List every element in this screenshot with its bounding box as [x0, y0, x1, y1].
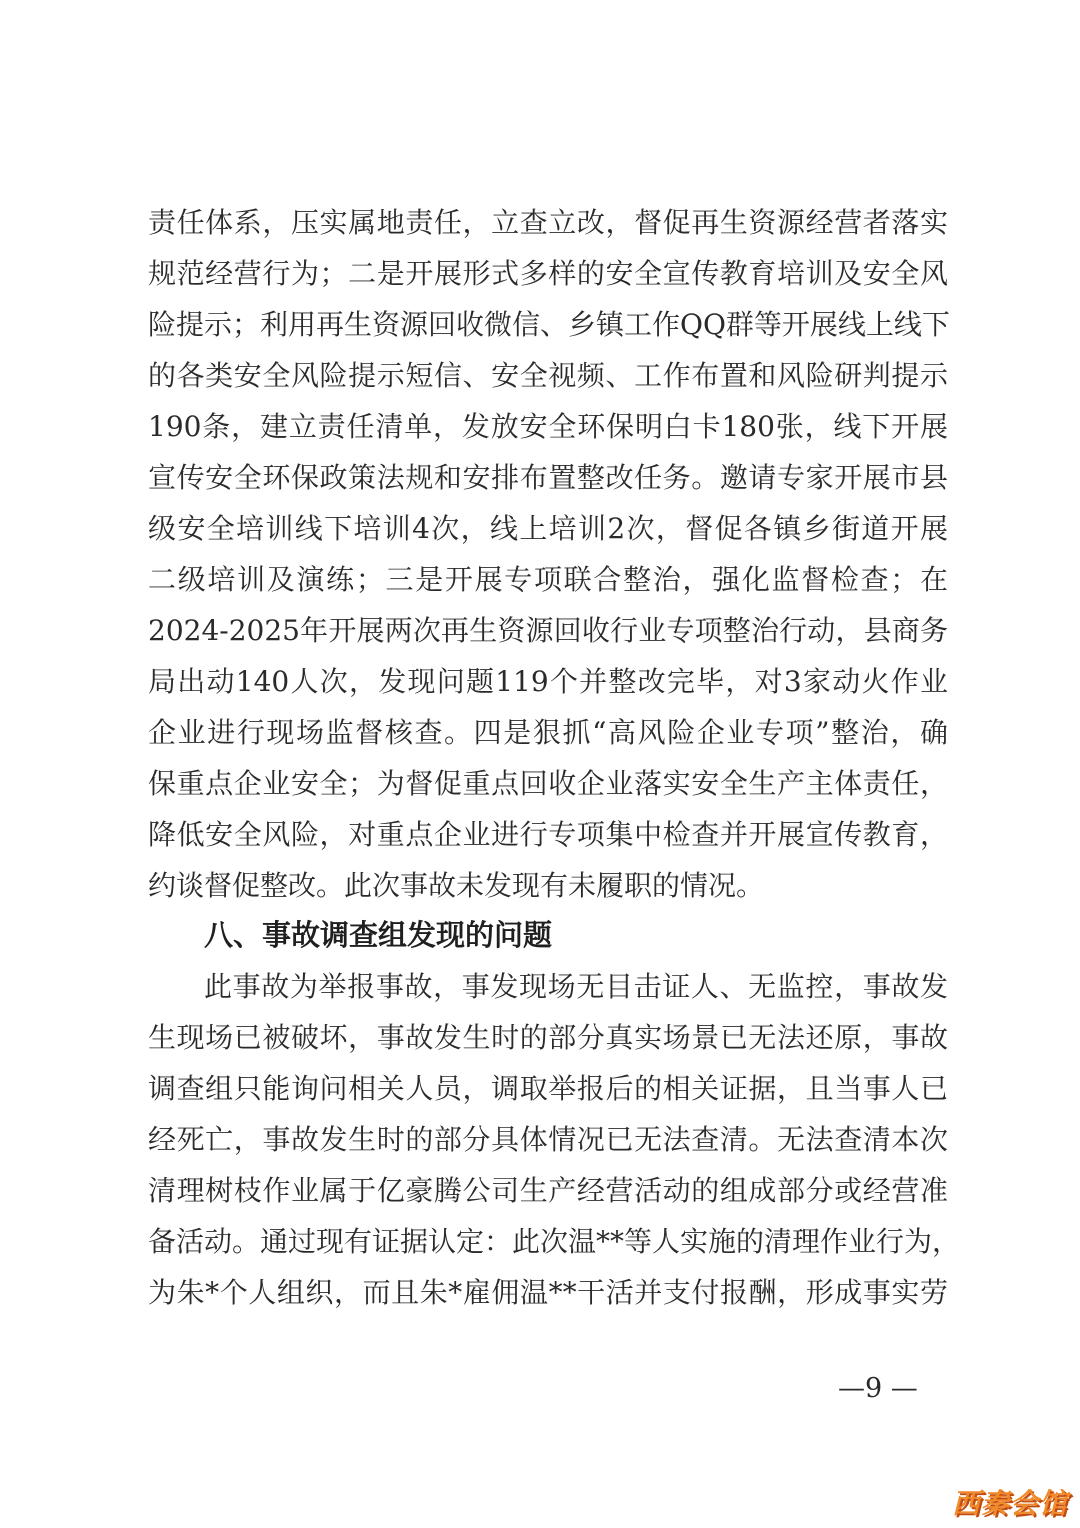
paragraph-1-line: 2024-2025年开展两次再生资源回收行业专项整治行动，县商务	[148, 614, 948, 647]
paragraph-2-line: 此事故为举报事故，事发现场无目击证人、无监控，事故发	[204, 970, 948, 1003]
paragraph-1-line: 约谈督促整改。此次事故未发现有未履职的情况。	[148, 869, 765, 902]
paragraph-1-line: 险提示；利用再生资源回收微信、乡镇工作QQ群等开展线上线下	[148, 308, 950, 341]
paragraph-1-line: 的各类安全风险提示短信、安全视频、工作布置和风险研判提示	[148, 359, 948, 392]
paragraph-1-line: 190条，建立责任清单，发放安全环保明白卡180张，线下开展	[148, 410, 948, 443]
paragraph-2-line: 为朱*个人组织，而且朱*雇佣温**干活并支付报酬，形成事实劳	[148, 1276, 948, 1309]
paragraph-2-line: 调查组只能询问相关人员，调取举报后的相关证据，且当事人已	[148, 1072, 948, 1105]
paragraph-1-line: 宣传安全环保政策法规和安排布置整改任务。邀请专家开展市县	[148, 461, 948, 494]
paragraph-1-line: 规范经营行为；二是开展形式多样的安全宣传教育培训及安全风	[148, 257, 948, 290]
paragraph-2-line: 备活动。通过现有证据认定：此次温**等人实施的清理作业行为，	[148, 1225, 961, 1258]
paragraph-1-line: 企业进行现场监督核查。四是狠抓“高风险企业专项”整治，确	[148, 716, 948, 749]
section-heading: 八、事故调查组发现的问题	[204, 918, 553, 952]
paragraph-1-line: 局出动140人次，发现问题119个并整改完毕，对3家动火作业	[148, 665, 948, 698]
paragraph-1-line: 级安全培训线下培训4次，线上培训2次，督促各镇乡街道开展	[148, 512, 948, 545]
paragraph-1-line: 保重点企业安全；为督促重点回收企业落实安全生产主体责任，	[148, 767, 948, 800]
paragraph-1-line: 降低安全风险，对重点企业进行专项集中检查并开展宣传教育，	[148, 818, 948, 851]
paragraph-1-line: 责任体系，压实属地责任，立查立改，督促再生资源经营者落实	[148, 206, 948, 239]
paragraph-1-line: 二级培训及演练；三是开展专项联合整治，强化监督检查；在	[148, 563, 948, 596]
page-number: —9 —	[838, 1373, 918, 1404]
paragraph-2-line: 经死亡，事故发生时的部分具体情况已无法查清。无法查清本次	[148, 1123, 948, 1156]
paragraph-2-line: 生现场已被破坏，事故发生时的部分真实场景已无法还原，事故	[148, 1021, 948, 1054]
paragraph-2-line: 清理树枝作业属于亿豪腾公司生产经营活动的组成部分或经营准	[148, 1174, 948, 1207]
watermark-logo: 西秦会馆	[951, 1487, 1068, 1520]
